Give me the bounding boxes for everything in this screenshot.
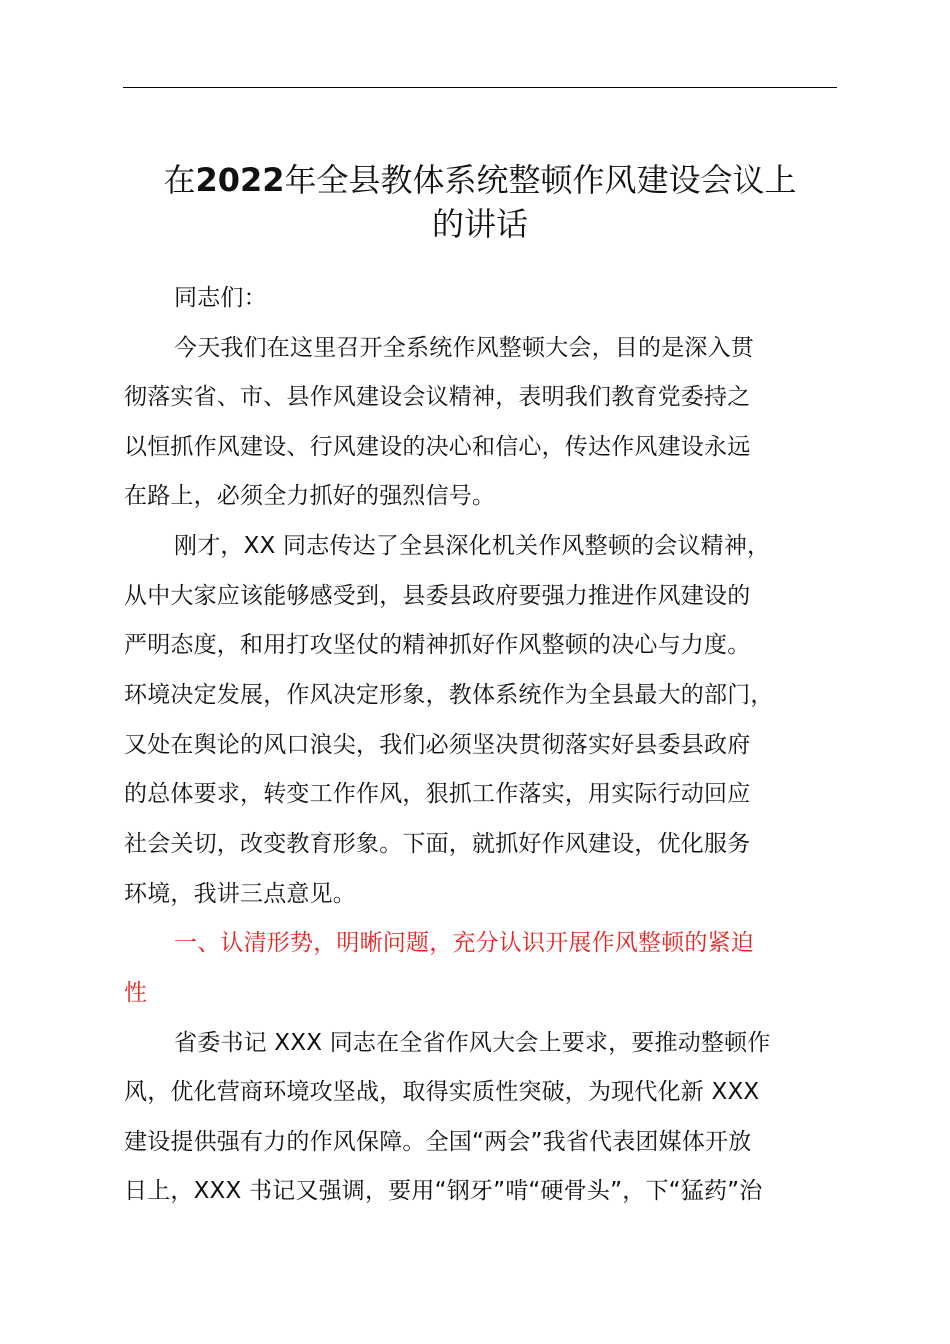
paragraph-2-line: 刚才，XX 同志传达了全县深化机关作风整顿的会议精神， (174, 533, 771, 559)
header-rule (123, 87, 837, 88)
paragraph-1-line: 在路上，必须全力抓好的强烈信号。 (124, 483, 496, 509)
paragraph-2-line: 环境决定发展，作风决定形象，教体系统作为全县最大的部门， (124, 682, 774, 708)
paragraph-1-line: 以恒抓作风建设、行风建设的决心和信心，传达作风建设永远 (124, 434, 751, 460)
paragraph-2-line: 的总体要求，转变工作作风，狠抓工作落实，用实际行动回应 (124, 781, 751, 807)
paragraph-3-line: 省委书记 XXX 同志在全省作风大会上要求，要推动整顿作 (174, 1030, 771, 1056)
paragraph-2-line: 社会关切，改变教育形象。下面，就抓好作风建设，优化服务 (124, 831, 751, 857)
document-title-line-1: 在2022年全县教体系统整顿作风建设会议上 (163, 161, 797, 199)
paragraph-2-line: 严明态度，和用打攻坚仗的精神抓好作风整顿的决心与力度。 (124, 632, 751, 658)
paragraph-2-line: 环境，我讲三点意见。 (124, 881, 356, 907)
section-heading-1: 一、认清形势，明晰问题，充分认识开展作风整顿的紧迫 (174, 930, 754, 956)
paragraph-2-line: 从中大家应该能够感受到，县委县政府要强力推进作风建设的 (124, 583, 751, 609)
paragraph-3-line: 风，优化营商环境攻坚战，取得实质性突破，为现代化新 XXX (124, 1079, 760, 1105)
paragraph-2-line: 又处在舆论的风口浪尖，我们必须坚决贯彻落实好县委县政府 (124, 732, 751, 758)
document-title-line-2: 的讲话 (431, 205, 528, 243)
salutation: 同志们： (174, 285, 267, 311)
section-heading-1-cont: 性 (124, 980, 148, 1006)
paragraph-3-line: 日上，XXX 书记又强调，要用“钢牙”啃“硬骨头”，下“猛药”治 (124, 1178, 763, 1204)
paragraph-3-line: 建设提供强有力的作风保障。全国“两会”我省代表团媒体开放 (124, 1129, 752, 1155)
paragraph-1-line: 彻落实省、市、县作风建设会议精神，表明我们教育党委持之 (124, 384, 751, 410)
paragraph-1-line: 今天我们在这里召开全系统作风整顿大会，目的是深入贯 (174, 335, 754, 361)
